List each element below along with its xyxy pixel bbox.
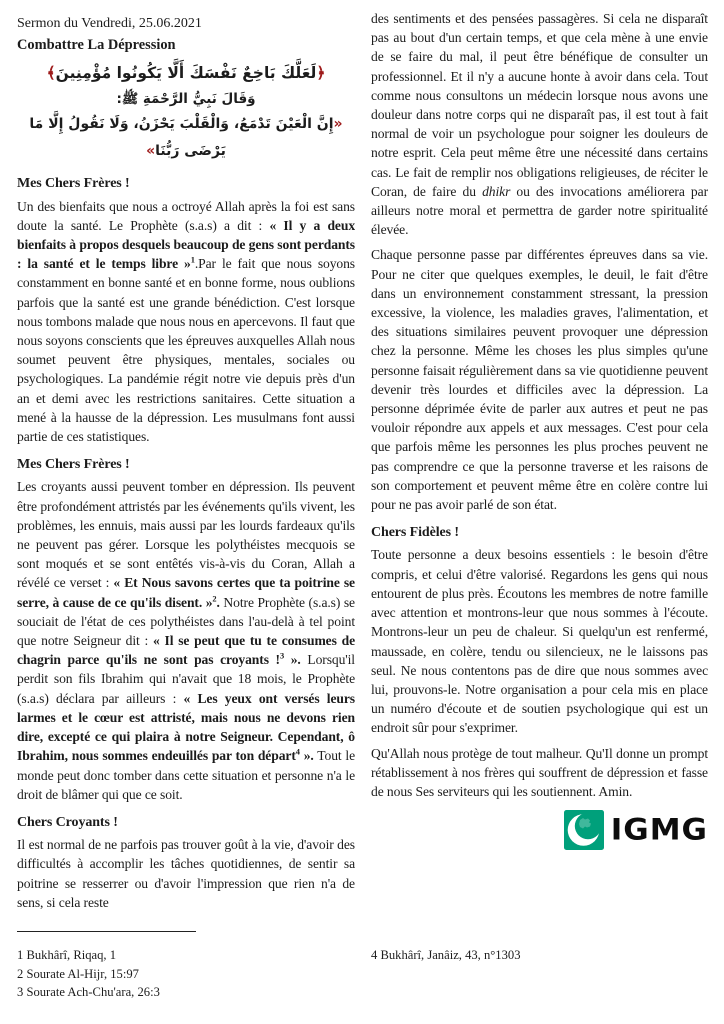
- igmg-logo: [371, 810, 708, 850]
- crescent-globe-icon: [564, 810, 604, 850]
- section-heading-1: Mes Chers Frères !: [17, 176, 130, 192]
- body-paragraph-5: Chaque personne passe par différentes épreuves dans sa vie. Pour ne citer que quelques exemples, le deuil, le fait d'être dans un environnement constamment stressant, la pression excessive, la violence, les maladies graves, l'alimentation, et des situations similaires peuvent provoquer une dépression chez la personne. Même les choses les plus simples qu'une personne faisait régulièrement dans sa vie quotidienne peuvent devenir très lourdes et difficiles avec la dépression. La personne déprimée évite de parler aux autres et peut ne pas vouloir répondre aux appels et aux messages. C'est pour cela que parfois même les personnes les plus proches peuvent ne pas comprendre ce que la personne traverse et les raisons de son comportement et peuvent même être en colère contre lui pour ne pas avoir parlé de son état.: [371, 247, 708, 513]
- body-paragraph-6: Toute personne a deux besoins essentiels : le besoin d'être compris, et celui d'être valorisé. Regardons les gens qui nous entourent de plus près. Écoutons les membres de notre famille avec attention et montrons-leur que nous sommes à l'écoute. Montrons-leur un peu de chaleur. Si quelqu'un est renfermé, maussade, en colère, tendu ou silencieux, ne le laissons pas seul. Ne nous contentons pas de dire que nous sommes avec lui, prouvons-le. Notre organisation a pour cela mis en place un numéro d'écoute et de soutien psychologique qui est un endroit sûr pour s'exprimer.: [371, 547, 708, 736]
- body-paragraph-3: Il est normal de ne parfois pas trouver goût à la vie, d'avoir des difficultés à accomplir les tâches quotidiennes, de sentir sa poitrine se resserrer ou d'avoir l'impression que rien n'a de sens, si cela reste: [17, 837, 355, 910]
- body-paragraph-7: Qu'Allah nous protège de tout malheur. Qu'Il donne un prompt rétablissement à nos frères qui souffrent de dépression et fasse de nous Ses serviteurs qui les soutiennent. Amin.: [371, 745, 708, 799]
- footnotes-left: [17, 946, 160, 1002]
- arabic-verse-line: ﴿لَعَلَّكَ بَاخِعٌ نَفْسَكَ أَلَّا يَكُونُوا مُؤْمِنِينَ﴾: [46, 64, 326, 83]
- section-heading-4: Chers Fidèles !: [371, 525, 459, 541]
- arabic-hadith-line: «إِنَّ الْعَيْنَ تَدْمَعُ، وَالْقَلْبَ يَحْزَنُ، وَلَا نَقُولُ إِلَّا مَا يَرْضَى رَبُّنَا»: [29, 116, 343, 160]
- sermon-date: Sermon du Vendredi, 25.06.2021: [17, 16, 202, 31]
- body-paragraph-2: Les croyants aussi peuvent tomber en dépression. Ils peuvent être profondément attristés par les événements qu'ils vivent, les problèmes, les ennuis, mais aussi par les lourds fardeaux qu'ils ne peuvent pas gérer. Lorsque les polythéistes mecquois se sont moqués et se sont entêtés vis-à-vis du Coran, Allah a révélé ce verset : « Et Nous savons certes que ta poitrine se serre, à cause de ce qu'ils disent. »$^2$. Notre Prophète (s.a.s) se souciait de l'état de ces polythéistes dans l'au-delà à tel point que notre Seigneur dit : « Il se peut que tu te consumes de chagrin parce qu'ils ne sont pas croyants !$^3$ ». Lorsqu'il perdit son fils Ibrahim qui n'avait que 18 mois, le Prophète (s.a.s) déclara par ailleurs : « Les yeux ont versés leurs larmes et le cœur est attristé, mais nous ne devons rien dire, excepté ce qui plaira à notre Seigneur. Cependant, ô Ibrahim, nous sommes endeuillés par ton départ$^4$ ». Tout le monde peut donc tomber dans cette situation et personne n'a le droit de blâmer qui que ce soit.: [17, 479, 355, 802]
- arabic-salutation-line: وَقَالَ نَبِيُّ الرَّحْمَةِ ﷺ:: [116, 91, 256, 108]
- body-paragraph-4: des sentiments et des pensées passagères. Si cela ne disparaît pas au bout d'un certain temps, et que cela mène à une envie de se faire du mal, il peut être bénéfique de consulter un professionnel. Et il n'y a aucune honte à avoir dans cela. Tout comme nous consultons un médecin lorsque nous avons une douleur dans notre corps qui ne disparaît pas, il est tout à fait normal de voir un psychologue pour soigner les douleurs de notre esprit. Cela peut même être une nécessité dans certains cas. Le fait de remplir nos obligations religieuses, de réciter le Coran, de faire du dhikr ou des invocations améliorera par ailleurs notre moral et permettra de garder notre spiritualité élevée.: [371, 11, 708, 238]
- section-heading-2: Mes Chers Frères !: [17, 457, 130, 473]
- footnote: 4 Bukhârî, Janâiz, 43, n°1303: [371, 948, 521, 962]
- page-title: Combattre La Dépression: [17, 37, 176, 54]
- footnote: 1 Bukhârî, Riqaq, 1: [17, 948, 116, 962]
- footnote: 2 Sourate Al-Hijr, 15:97: [17, 966, 139, 981]
- body-paragraph-1: Un des bienfaits que nous a octroyé Allah après la foi est sans doute la santé. Le Prophète (s.a.s) a dit : « Il y a deux bienfaits à propos desquels beaucoup de gens sont perdants : la santé et le temps libre »$^1$.Par le fait que nous soyons constamment en bonne santé et en bonne forme, nous oublions parfois que la santé est une grande bénédiction. C'est lorsque nous tombons malade que nous nous en apercevons. Il faut que nous soyons conscients que les épreuves auxquelles Allah nous soumet peuvent être physiques, mentales, sociales ou psychologiques. La pandémie régit notre vie depuis près d'un an et demi avec les restrictions sanitaires. Cette situation a mené à la hausse de la dépression. Les musulmans font aussi partie de ces statistiques.: [17, 198, 355, 445]
- section-heading-3: Chers Croyants !: [17, 814, 118, 830]
- footnote-separator: [17, 931, 196, 932]
- igmg-wordmark: IGMG: [610, 813, 708, 848]
- footnote: 3 Sourate Ach-Chu'ara, 26:3: [17, 985, 160, 1000]
- right-column: [371, 9, 708, 939]
- footnotes-right: [371, 946, 521, 965]
- arabic-quote-block: [17, 60, 355, 165]
- left-column: [17, 10, 355, 928]
